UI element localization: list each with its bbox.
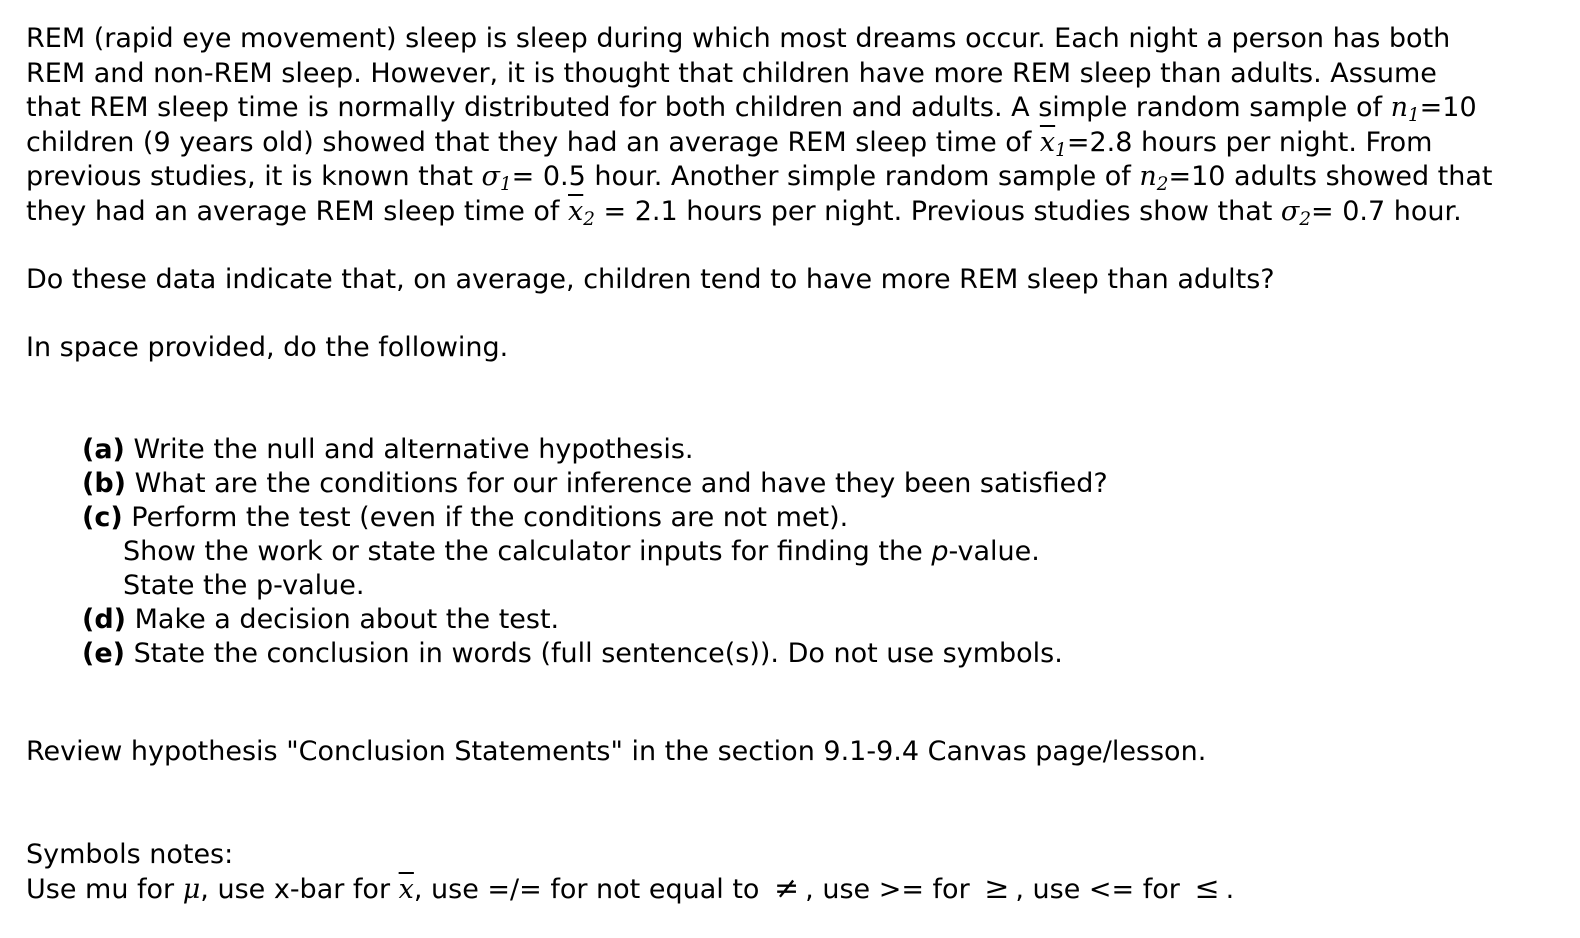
task-c-sub-1-pre: Show the work or state the calculator inputs for finding the: [123, 536, 932, 567]
intro-line-5-mid: = 0.5 hour. Another simple random sample of: [511, 161, 1140, 193]
task-c-sub-1-p: p: [931, 536, 949, 567]
sigma2-letter: σ: [1280, 195, 1300, 227]
greater-equal-symbol: ≥: [984, 871, 1010, 906]
notes-part-2: , use x-bar for: [200, 874, 399, 905]
task-e-label: (e): [82, 638, 125, 669]
symbols-notes-line: [26, 872, 1556, 907]
task-d: [82, 603, 1580, 637]
intro-line-5: [26, 160, 1556, 195]
task-b-text: What are the conditions for our inference and have they been satisfied?: [126, 468, 1108, 499]
intro-line-5-pre: previous studies, it is known that: [26, 161, 482, 193]
task-a-text: Write the null and alternative hypothesis.: [124, 434, 694, 465]
sigma2-symbol: [1280, 195, 1312, 231]
n2-symbol: [1139, 161, 1169, 196]
intro-line-4-post: =2.8 hours per night. From: [1066, 126, 1433, 158]
notes-part-1: Use mu for: [26, 874, 183, 905]
intro-line-6-post: = 0.7 hour.: [1311, 195, 1462, 227]
task-d-label: (d): [82, 604, 127, 635]
sigma2-subscript: 2: [1299, 209, 1312, 231]
xbar-symbol: $\overline{x}$: [398, 874, 414, 905]
sigma1-letter: σ: [481, 161, 500, 193]
intro-line-5-post: =10 adults showed that: [1168, 161, 1493, 193]
intro-line-1-text: REM (rapid eye movement) sleep is sleep during which most dreams occur. Each night a person has both: [26, 23, 1451, 54]
task-list: [82, 433, 1580, 671]
mu-symbol: μ: [182, 874, 201, 905]
intro-line-6-mid: = 2.1 hours per night. Previous studies show that: [594, 195, 1281, 227]
task-c-sub-1: [82, 535, 1580, 569]
instruction-text: In space provided, do the following.: [26, 332, 509, 363]
task-a: [82, 433, 1580, 467]
intro-line-3-pre: that REM sleep time is normally distributed for both children and adults. A simple random sample of: [26, 92, 1391, 124]
intro-line-2-text: REM and non-REM sleep. However, it is thought that children have more REM sleep than adults. Assume: [26, 57, 1437, 89]
problem-statement: [26, 22, 1556, 230]
less-equal-symbol: ≤: [1194, 871, 1220, 906]
symbols-notes-title: Symbols notes:: [26, 839, 234, 870]
n2-subscript: 2: [1156, 174, 1169, 196]
review-note: Review hypothesis "Conclusion Statements" in the section 9.1-9.4 Canvas page/lesson.: [26, 736, 1207, 767]
intro-line-6-pre: they had an average REM sleep time of: [26, 195, 569, 227]
question-text: Do these data indicate that, on average, children tend to have more REM sleep than adults?: [26, 264, 1275, 295]
task-e: [82, 637, 1580, 671]
task-c-label: (c): [82, 502, 123, 533]
notes-part-5: , use <= for: [1015, 874, 1189, 905]
symbols-notes: [26, 838, 1556, 907]
task-b-label: (b): [82, 468, 127, 499]
task-d-text: Make a decision about the test.: [126, 604, 560, 635]
task-c-sub-1-post: -value.: [948, 536, 1040, 567]
n1-letter: n: [1390, 92, 1408, 124]
not-equal-symbol: ≠: [774, 871, 800, 906]
x1-subscript: 1: [1055, 139, 1067, 161]
task-e-text: State the conclusion in words (full sentence(s)). Do not use symbols.: [125, 638, 1063, 669]
task-a-label: (a): [82, 434, 125, 465]
x2-symbol: [568, 195, 595, 231]
intro-line-1: [26, 22, 1556, 57]
x2-subscript: 2: [583, 209, 595, 231]
intro-line-3: [26, 91, 1556, 126]
intro-line-4: [26, 126, 1556, 161]
task-c-text: Perform the test (even if the conditions are not met).: [122, 502, 849, 533]
x1-letter: $\overline{x}$: [1039, 126, 1056, 158]
sigma1-subscript: 1: [499, 174, 512, 196]
n2-letter: n: [1139, 161, 1157, 193]
intro-line-2: [26, 57, 1556, 92]
n1-subscript: 1: [1407, 105, 1420, 127]
sigma1-symbol: [481, 161, 512, 196]
intro-line-6: [26, 195, 1556, 230]
x1-symbol: [1039, 126, 1067, 161]
intro-line-4-pre: children (9 years old) showed that they had an average REM sleep time of: [26, 126, 1040, 158]
intro-line-3-post: =10: [1419, 92, 1477, 124]
x2-letter: $\overline{x}$: [568, 195, 584, 227]
notes-part-4: , use >= for: [805, 874, 979, 905]
task-b: [82, 467, 1580, 501]
notes-part-6: .: [1225, 874, 1235, 905]
n1-symbol: [1390, 92, 1420, 127]
task-c-sub-2: State the p-value.: [123, 570, 365, 601]
task-c: [82, 501, 1580, 535]
notes-part-3: , use =/= for not equal to: [413, 874, 769, 905]
